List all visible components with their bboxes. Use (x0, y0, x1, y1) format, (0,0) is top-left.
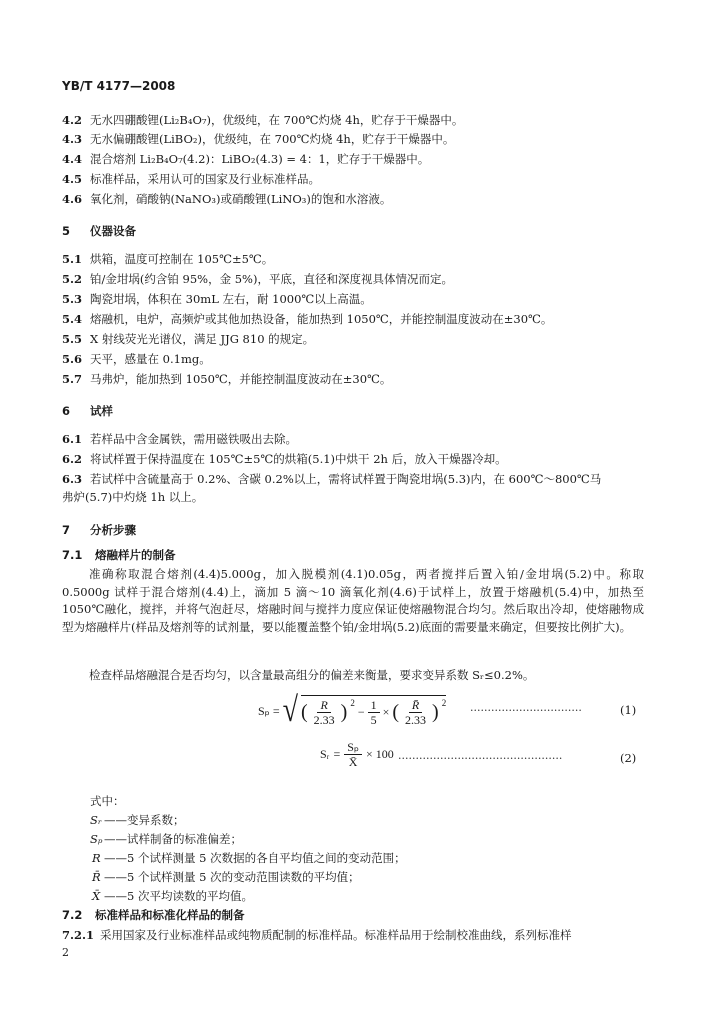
denominator: 2.33 (405, 713, 427, 727)
symbol: Sₚ (90, 832, 103, 846)
operator: × (382, 705, 390, 719)
item-text: 若试样中含硫量高于 0.2%、含碳 0.2%以上，需将试样置于陶瓷坩埚(5.3)内，在 600℃～800℃马 (90, 472, 602, 486)
denominator: X̄ (348, 755, 358, 769)
item-text: 无水偏硼酸锂(LiBO₂)，优级纯，在 700℃灼烧 4h，贮存于干燥器中。 (90, 132, 455, 146)
item-number: 5.5 (62, 332, 83, 346)
definition-text: ——5 个试样测量 5 次的变动范围读数的平均值； (104, 870, 360, 884)
formula-rest: × 100 (366, 747, 394, 761)
where-label: 式中： (90, 794, 125, 808)
item-text: 将试样置于保持温度在 105℃±5℃的烘箱(5.1)中烘干 2h 后，放入干燥器冷却。 (90, 452, 507, 466)
fraction (311, 698, 338, 727)
item-text: 陶瓷坩埚，体积在 30mL 左右，耐 1000℃以上高温。 (90, 292, 372, 306)
sqrt-symbol: √ (282, 691, 298, 730)
formula-2 (320, 740, 394, 769)
item-text: 铂/金坩埚(约含铂 95%，金 5%)，平底，直径和深度视具体情况而定。 (90, 272, 453, 286)
paragraph: 检查样品熔融混合是否均匀，以含量最高组分的偏差来衡量，要求变异系数 Sᵣ≤0.2%。 (89, 668, 535, 682)
subsection-number: 7.2 (62, 908, 83, 922)
item-number: 5.4 (62, 312, 83, 326)
item-text: 采用国家及行业标准样品或纯物质配制的标准样品。标准样品用于绘制校准曲线，系列标准样 (100, 928, 572, 942)
numerator: R̄ (409, 698, 422, 713)
fraction (402, 698, 429, 727)
formula-1 (258, 692, 446, 730)
item-text: 烘箱，温度可控制在 105℃±5℃。 (90, 252, 274, 266)
exponent: 2 (441, 698, 447, 708)
section-number: 5 (62, 224, 71, 238)
denominator: 2.33 (313, 713, 335, 727)
leader-dots: ································ (470, 704, 582, 717)
fraction (344, 740, 362, 769)
item-text: 弗炉(5.7)中灼烧 1h 以上。 (62, 490, 204, 504)
item-text: 无水四硼酸锂(Li₂B₄O₇)，优级纯，在 700℃灼烧 4h，贮存于干燥器中。 (90, 113, 464, 127)
item-text: 马弗炉，能加热到 1050℃，并能控制温度波动在±30℃。 (90, 372, 392, 386)
item-text: 标准样品，采用认可的国家及行业标准样品。 (90, 172, 320, 186)
formula-lhs: Sₚ (258, 703, 270, 718)
item-number: 5.6 (62, 352, 83, 366)
item-text: 天平，感量在 0.1mg。 (90, 352, 211, 366)
paren: ) (432, 701, 439, 723)
standard-code-header: YB/T 4177—2008 (62, 79, 176, 93)
section-number: 7 (62, 523, 71, 537)
symbol: X̄ (92, 889, 101, 903)
item-number: 4.4 (62, 152, 83, 166)
item-text: 氧化剂，硝酸钠(NaNO₃)或硝酸锂(LiNO₃)的饱和水溶液。 (90, 192, 392, 206)
symbol: R̄ (92, 870, 101, 884)
item-number: 4.6 (62, 192, 83, 206)
definition-text: ——5 个试样测量 5 次数据的各自平均值之间的变动范围； (104, 851, 406, 865)
sqrt-body (301, 695, 446, 727)
definition-text: ——5 次平均读数的平均值。 (104, 889, 253, 903)
exponent: 2 (350, 698, 355, 708)
section-title: 分析步骤 (90, 523, 136, 537)
paren: ( (392, 701, 400, 723)
operator: − (357, 705, 365, 719)
item-number: 5.3 (62, 292, 83, 306)
subsection-title: 熔融样片的制备 (95, 548, 176, 562)
fraction (368, 698, 380, 727)
section-number: 6 (62, 404, 71, 418)
paren: ) (340, 701, 348, 723)
symbol: Sᵣ (90, 813, 102, 827)
definition-text: ——变异系数； (104, 813, 185, 827)
section-title: 试样 (90, 404, 113, 418)
item-text: 混合熔剂 Li₂B₄O₇(4.2)：LiBO₂(4.3) = 4：1，贮存于干燥器中。 (90, 152, 430, 166)
symbol: R (92, 851, 101, 865)
formula-eq: = (333, 747, 341, 761)
numerator: Sₚ (344, 740, 362, 755)
paren: ( (300, 701, 308, 723)
page-number: 2 (62, 946, 69, 959)
equation-number: (2) (620, 751, 637, 765)
formula-lhs: Sᵣ (320, 747, 330, 761)
numerator: R (317, 698, 330, 713)
item-number: 6.1 (62, 432, 83, 446)
item-number: 5.1 (62, 252, 83, 266)
numerator: 1 (368, 698, 380, 713)
item-text: X 射线荧光光谱仪，满足 JJG 810 的规定。 (90, 332, 315, 346)
section-title: 仪器设备 (90, 224, 136, 238)
subsection-title: 标准样品和标准化样品的制备 (95, 908, 245, 922)
item-number: 5.7 (62, 372, 83, 386)
leader-dots: ··············································· (398, 752, 563, 765)
paragraph: 准确称取混合熔剂(4.4)5.000g，加入脱模剂(4.1)0.05g，两者搅拌后置入铂/金坩埚(5.2)中。称取 0.5000g 试样于混合熔剂(4.4)上，滴加 5 滴～10 滴氧化剂(4.6)于试样上，放置于熔融机(5.4)中，加热至 1050℃融化，搅拌，并将气泡赶尽，熔融时间与搅拌力度应保证使熔融物混合均匀。然后取出冷却，使熔融物成型为熔融样片(样品及熔剂等的试剂量，要以能覆盖整个铂/金坩埚(5.2)底面的需要量来确定，但要按比例扩大)。 (62, 567, 644, 634)
item-number: 5.2 (62, 272, 83, 286)
denominator: 5 (370, 713, 377, 727)
item-number: 4.5 (62, 172, 83, 186)
item-text: 熔融机，电炉，高频炉或其他加热设备，能加热到 1050℃，并能控制温度波动在±30℃。 (90, 312, 553, 326)
item-number: 6.2 (62, 452, 83, 466)
item-number: 7.2.1 (62, 928, 95, 942)
item-number: 6.3 (62, 472, 83, 486)
item-text: 若样品中含金属铁，需用磁铁吸出去除。 (90, 432, 297, 446)
item-number: 4.2 (62, 113, 83, 127)
item-number: 4.3 (62, 132, 83, 146)
subsection-number: 7.1 (62, 548, 83, 562)
definition-text: ——试样制备的标准偏差； (104, 832, 242, 846)
formula-eq: = (272, 703, 280, 718)
equation-number: (1) (620, 703, 637, 717)
